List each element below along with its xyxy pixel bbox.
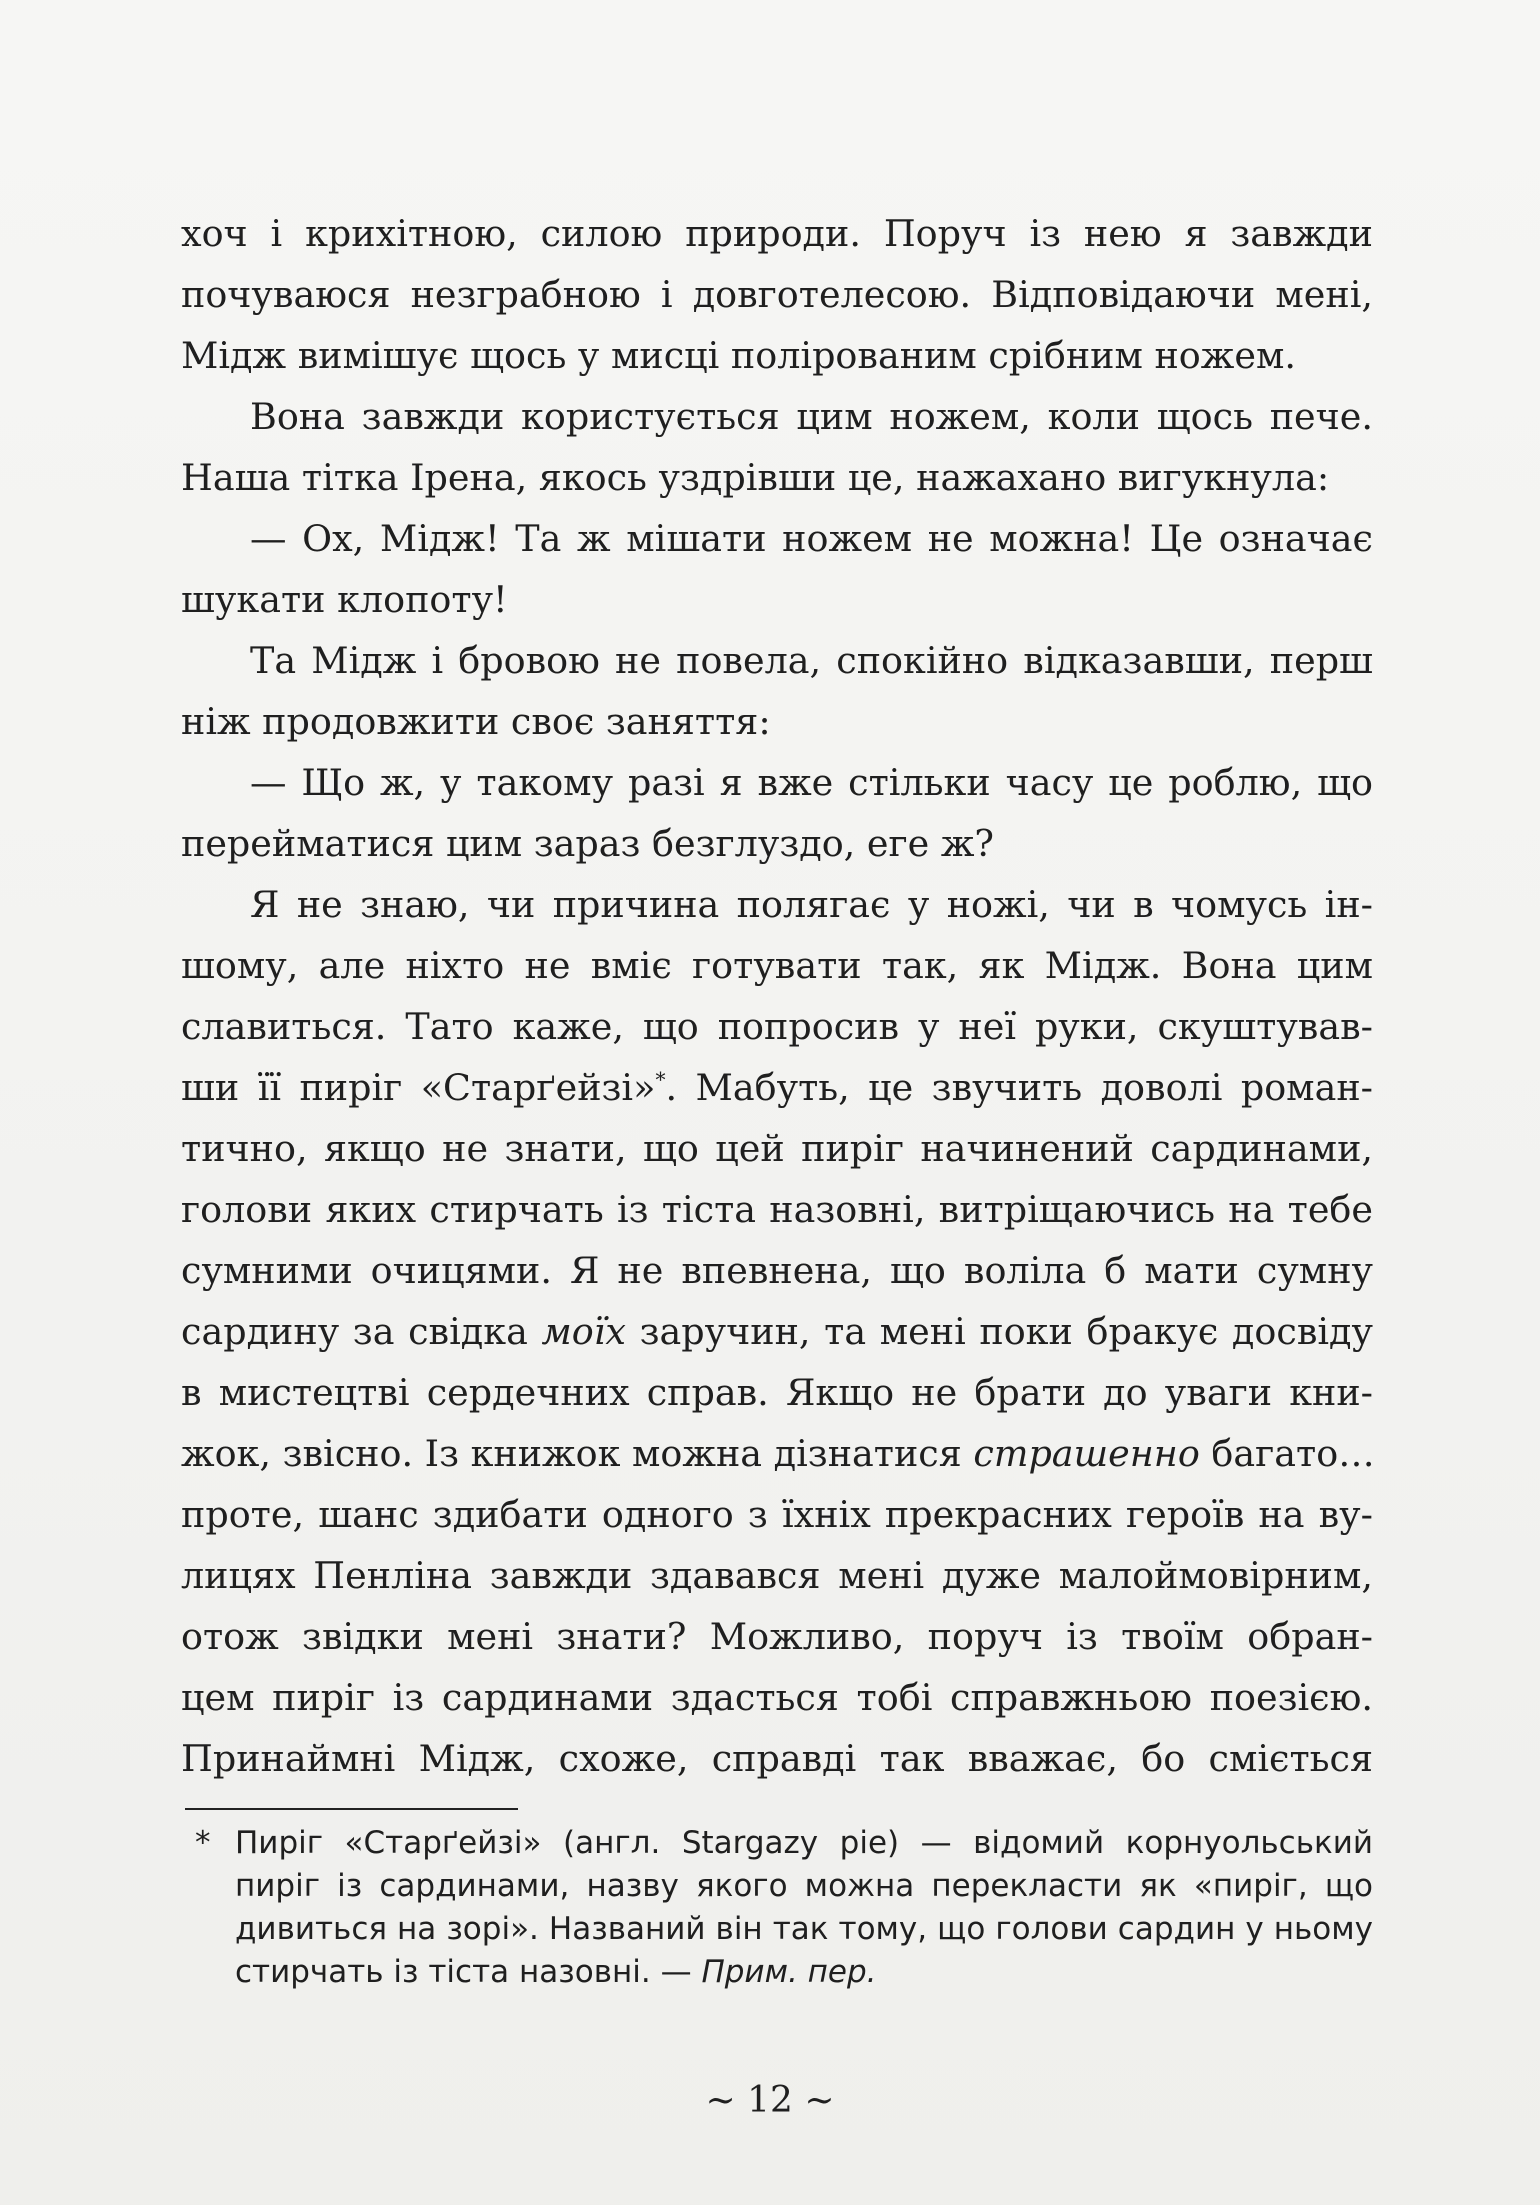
text-line: голови яких стирчать із тіста назовні, витріщаючись на тебе [181, 1188, 1373, 1231]
footnote [195, 1822, 1373, 1994]
text-line: шому, але ніхто не вміє готувати так, як Мідж. Вона цим [181, 944, 1373, 987]
footnote-text: стирчать із тіста назовні. — [235, 1954, 702, 1990]
text-segment: . Мабуть, це звучить доволі роман- [665, 1066, 1373, 1109]
text-line: в мистецтві сердечних справ. Якщо не брати до уваги кни- [181, 1371, 1373, 1414]
footnote-reference: * [655, 1067, 666, 1092]
text-line [181, 1423, 1373, 1484]
text-line: отож звідки мені знати? Можливо, поруч із твоїм обран- [181, 1615, 1373, 1658]
text-segment: заручин, та мені поки бракує досвіду [625, 1310, 1373, 1353]
text-line: сумними очицями. Я не впевнена, що воліла б мати сумну [181, 1249, 1373, 1292]
text-line: Мідж вимішує щось у мисці полірованим срібним ножем. [181, 334, 1296, 377]
footnote-translator-note: Прим. пер. [701, 1954, 877, 1990]
text-line: тично, якщо не знати, що цей пиріг начинений сардинами, [181, 1127, 1373, 1170]
text-line: — Ох, Мідж! Та ж мішати ножем не можна! Це означає [250, 517, 1373, 560]
text-line: почуваюся незграбною і довготелесою. Відповідаючи мені, [181, 273, 1373, 316]
text-line: ніж продовжити своє заняття: [181, 700, 771, 743]
text-line: славиться. Тато каже, що попросив у неї руки, скуштував- [181, 1005, 1373, 1048]
text-segment: багато… [1199, 1432, 1375, 1475]
text-line [181, 1057, 1373, 1118]
page-number: ~ 12 ~ [705, 2080, 835, 2121]
text-line: Я не знаю, чи причина полягає у ножі, чи в чомусь ін- [250, 883, 1373, 926]
text-segment: жок, звісно. Із книжок можна дізнатися [181, 1432, 974, 1475]
text-line: Вона завжди користується цим ножем, коли щось пече. [250, 395, 1373, 438]
text-line: — Що ж, у такому разі я вже стільки часу це роблю, що [250, 761, 1373, 804]
footnote-text: Пиріг «Старґейзі» (англ. Stargazy pie) — відомий корнуольський [235, 1825, 1373, 1861]
text-segment: ши її пиріг «Старґейзі» [181, 1066, 656, 1109]
text-line: лицях Пенліна завжди здавався мені дуже малоймовірним, [181, 1554, 1373, 1597]
text-line [181, 1301, 1373, 1362]
footnote-line: дивиться на зорі». Названий він так тому, що голови сардин у ньому [235, 1911, 1373, 1947]
text-segment: сардину за свідка [181, 1310, 542, 1353]
text-line: хоч і крихітною, силою природи. Поруч із нею я завжди [181, 212, 1373, 255]
footnote-line: пиріг із сардинами, назву якого можна перекласти як «пиріг, що [235, 1868, 1373, 1904]
text-line: Та Мідж і бровою не повела, спокійно відказавши, перш [250, 639, 1373, 682]
text-line: цем пиріг із сардинами здасться тобі справжньою поезією. [181, 1676, 1373, 1719]
footnote-marker: * [195, 1825, 211, 1861]
footnote-line [195, 1822, 1373, 1865]
emphasis-text: страшенно [973, 1432, 1200, 1475]
text-line: проте, шанс здибати одного з їхніх прекрасних героїв на ву- [181, 1493, 1373, 1536]
footnote-line [195, 1951, 1373, 1994]
text-line: шукати клопоту! [181, 578, 508, 621]
footnote-divider [185, 1808, 518, 1810]
main-text [181, 203, 1373, 1789]
text-line: Принаймні Мідж, схоже, справді так вважає, бо сміється [181, 1737, 1373, 1780]
text-line: Наша тітка Ірена, якось уздрівши це, нажахано вигукнула: [181, 456, 1330, 499]
text-line: перейматися цим зараз безглуздо, еге ж? [181, 822, 994, 865]
emphasis-text: моїх [541, 1310, 626, 1353]
